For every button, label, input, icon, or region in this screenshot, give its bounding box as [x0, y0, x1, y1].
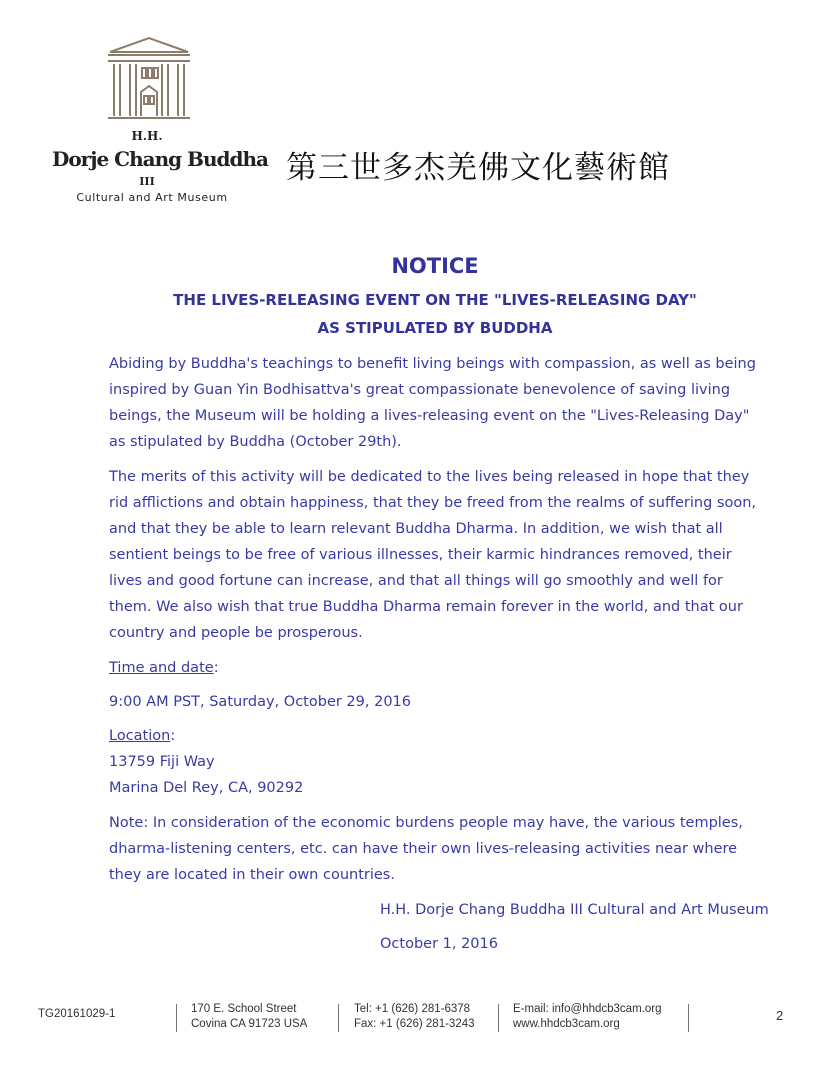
museum-logo — [52, 34, 268, 209]
footer-tel: Tel: +1 (626) 281-6378 — [354, 1003, 471, 1015]
footer-divider — [498, 1004, 499, 1032]
logo-subtitle: Cultural and Art Museum — [76, 191, 228, 204]
footer-email: E-mail: info@hhdcb3cam.org — [513, 1003, 662, 1015]
footer-address-line2: Covina CA 91723 USA — [191, 1018, 308, 1030]
footer-divider — [338, 1004, 339, 1032]
time-value: 9:00 AM PST, Saturday, October 29, 2016 — [109, 694, 412, 710]
museum-building-icon — [104, 34, 194, 124]
footer-fax: Fax: +1 (626) 281-3243 — [354, 1018, 475, 1030]
location-label: Location — [109, 728, 171, 744]
paragraph-merits: The merits of this activity will be dedicated to the lives being released in hope that they rid afflictions and obtain happiness, that they be freed from the realms of suffering soon, and that they be able to learn relevant Buddha Dharma. In addition, we wish that all sentient beings to be free of various illnesses, their karmic hindrances removed, their lives and good fortune can increase, and that all things will go smoothly and well for them. We also wish that true Buddha Dharma remain forever in the world, and that our country and people be prosperous. — [109, 469, 756, 641]
time-label: Time and date — [109, 660, 214, 676]
address-line2: Marina Del Rey, CA, 90292 — [109, 780, 304, 796]
chinese-title: 第三世多杰羌佛文化藝術館 — [286, 150, 670, 186]
logo-hh-text: H.H. — [131, 129, 163, 143]
page-number: 2 — [776, 1008, 784, 1023]
footer-divider — [688, 1004, 689, 1032]
signature: H.H. Dorje Chang Buddha III Cultural and Art Museum — [380, 902, 769, 918]
notice-subtitle-line1: THE LIVES-RELEASING EVENT ON THE "LIVES-RELEASING DAY" — [173, 291, 697, 309]
footer-website: www.hhdcb3cam.org — [513, 1018, 620, 1030]
document-code: TG20161029-1 — [38, 1008, 116, 1020]
footer-address-line1: 170 E. School Street — [191, 1003, 297, 1015]
notice-subtitle-line2: AS STIPULATED BY BUDDHA — [317, 319, 553, 337]
note-paragraph: Note: In consideration of the economic burdens people may have, the various temples, dharma-listening centers, etc. can have their own lives-releasing activities near where they are located in their own countries. — [109, 815, 743, 883]
signature-date: October 1, 2016 — [380, 936, 498, 952]
footer-phone — [354, 1002, 475, 1032]
paragraph-intro: Abiding by Buddha's teachings to benefit living beings with compassion, as well as being inspired by Guan Yin Bodhisattva's great compassionate benevolence of saving living beings, the Museum will be holding a lives-releasing event on the "Lives-Releasing Day" as stipulated by Buddha (October 29th). — [109, 356, 756, 450]
time-label-row: Time and date: — [109, 660, 219, 676]
address-line1: 13759 Fiji Way — [109, 754, 215, 770]
footer-contact — [513, 1002, 661, 1032]
logo-roman-numeral: III — [139, 175, 155, 188]
footer-address — [191, 1002, 307, 1032]
footer-divider — [176, 1004, 177, 1032]
notice-heading: NOTICE — [391, 254, 479, 278]
footer — [0, 1002, 840, 1036]
location-label-row: Location: — [109, 728, 176, 744]
logo-name-text: Dorje Chang Buddha — [52, 147, 268, 171]
